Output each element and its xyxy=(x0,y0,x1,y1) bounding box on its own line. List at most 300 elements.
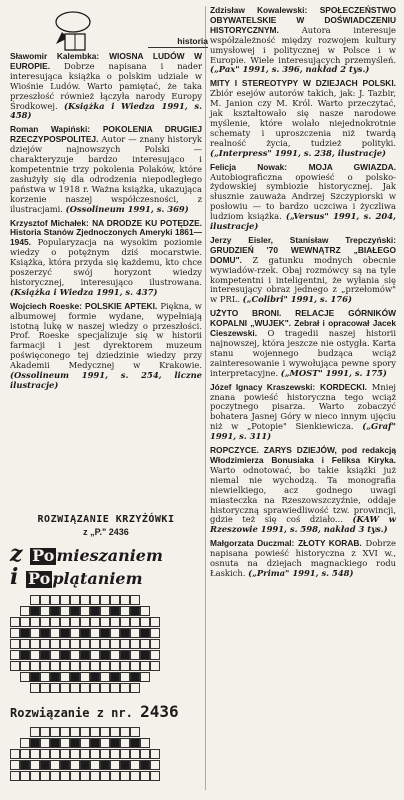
grid-cell xyxy=(100,727,110,737)
entry-source: („Pax" 1991, s. 396, nakład 2 tys.) xyxy=(210,64,370,75)
grid-cell xyxy=(50,628,60,638)
grid-cell xyxy=(140,650,150,660)
grid-cell xyxy=(40,595,50,605)
grid-cell xyxy=(10,639,20,649)
entry-source: („MOST" 1991, s. 175) xyxy=(280,367,387,378)
book-entry-kowalewski xyxy=(210,6,396,75)
grid-cell xyxy=(40,606,50,616)
grid-cell xyxy=(120,628,130,638)
grid-cell xyxy=(150,771,160,781)
entry-body: Popularyzacja na wysokim poziomie wiedzy o potężnym dziś mocarstwie. Książka, która przyda się każdemu, kto chce poszerzyć swój horyzont wiedzy historycznej, interesująco ilustrowana. xyxy=(10,237,202,287)
entry-title: ZŁOTY KORAB. xyxy=(298,538,362,549)
grid-cell xyxy=(20,738,30,748)
grid-cell xyxy=(70,672,80,682)
grid-cell xyxy=(10,760,20,770)
grid-cell xyxy=(30,650,40,660)
grid-cell xyxy=(150,727,160,737)
entry-body: Piękna, w albumowej formie wydane, wypełniają istotną lukę w naszej wiedzy o przeszłości. Prof. Roeske specjalizuje się w historii farmacji i jest dyrektorem muzeum poświęconego tej dziedzinie wiedzy przy Akademii Medycznej w Krakowie. xyxy=(10,300,202,371)
grid-cell xyxy=(70,738,80,748)
grid-cell xyxy=(60,628,70,638)
entry-body: Autor — znany historyk dziejów najnowszych Polski — charakteryzuje bardzo interesująco i kompetentnie trzy pokolenia Polaków, które zasłużyły się dla odrodzenia niepodległego państwa w 1918 r. Ważna książka, ukazująca korzenie naszej współczesności, z ilustracjami. xyxy=(10,134,202,214)
grid-cell xyxy=(50,683,60,693)
grid-row xyxy=(10,595,202,606)
grid-cell xyxy=(150,738,160,748)
grid-cell xyxy=(150,672,160,682)
entry-title: KORDECKI. xyxy=(320,381,368,392)
grid-cell xyxy=(10,727,20,737)
grid-cell xyxy=(40,661,50,671)
entry-body: Zbiór esejów autorów takich, jak: J. Tazbir, M. Janion czy M. Król. Warto przeczytać, jak kształtowało się nasze narodowe myślenie, które wolało niejednokrotnie schematy i uproszczenia niż twardą realność życia, tudzież polityki. xyxy=(210,88,396,148)
grid-row xyxy=(10,650,202,661)
grid-cell xyxy=(60,617,70,627)
grid-cell xyxy=(120,738,130,748)
grid-cell xyxy=(30,606,40,616)
grid-cell xyxy=(130,738,140,748)
crossword-title-line2 xyxy=(10,566,202,589)
grid-cell xyxy=(140,738,150,748)
grid-cell xyxy=(60,683,70,693)
entry-body: Autobiograficzna opowieść o polsko-żydowskiej symbiozie historycznej. Jak słusznie zauważa Andrzej Szczypiorski w posłowiu — to bardzo uczciwa i życzliwa ludziom książka. xyxy=(210,171,396,222)
grid-cell xyxy=(20,639,30,649)
entry-source: (Książka i Wiedza 1991, s. 458) xyxy=(10,100,202,121)
grid-cell xyxy=(70,760,80,770)
grid-cell xyxy=(30,771,40,781)
grid-cell xyxy=(50,639,60,649)
grid-cell xyxy=(100,683,110,693)
grid-cell xyxy=(110,749,120,759)
grid-cell xyxy=(140,628,150,638)
book-entry-kraszewski xyxy=(210,383,396,442)
grid-cell xyxy=(110,683,120,693)
grid-cell xyxy=(100,738,110,748)
grid-cell xyxy=(120,683,130,693)
grid-cell xyxy=(70,749,80,759)
entry-source: („Graf" 1991, s. 311) xyxy=(210,421,397,442)
grid-cell xyxy=(30,595,40,605)
grid-cell xyxy=(10,617,20,627)
grid-cell xyxy=(60,749,70,759)
grid-cell xyxy=(50,595,60,605)
entry-body: Z gatunku modnych obecnie wywiadów-rzek. Obaj rozmówcy są na tyle kompetentni i inteligentni, że wyłania się interesujący obraz jednego z „przełomów" w PRL. xyxy=(210,254,396,305)
grid-cell xyxy=(10,771,20,781)
crossword-grid xyxy=(10,595,202,694)
grid-cell xyxy=(150,650,160,660)
grid-cell xyxy=(90,595,100,605)
grid-cell xyxy=(60,650,70,660)
grid-cell xyxy=(150,683,160,693)
grid-cell xyxy=(50,749,60,759)
grid-cell xyxy=(80,650,90,660)
grid-cell xyxy=(30,661,40,671)
grid-cell xyxy=(100,749,110,759)
grid-cell xyxy=(130,661,140,671)
entry-source: (Książka i Wiedza 1991, s. 437) xyxy=(10,286,158,297)
grid-cell xyxy=(40,738,50,748)
grid-row xyxy=(10,749,202,760)
grid-cell xyxy=(40,727,50,737)
grid-cell xyxy=(90,683,100,693)
grid-cell xyxy=(50,661,60,671)
grid-cell xyxy=(80,606,90,616)
grid-cell xyxy=(130,727,140,737)
grid-cell xyxy=(60,771,70,781)
book-entry-ropczyce xyxy=(210,446,396,535)
entry-title: ROPCZYCE. ZARYS DZIEJÓW, pod redakcją Włodzimierza Bonusiaka i Feliksa Kiryka. xyxy=(210,445,396,465)
grid-cell xyxy=(80,760,90,770)
grid-cell xyxy=(130,628,140,638)
grid-cell xyxy=(120,661,130,671)
grid-cell xyxy=(20,628,30,638)
grid-cell xyxy=(100,661,110,671)
entry-body: Dobrze napisana powieść historyczna z XVI w., osnuta na dziejach magnackiego rodu Łaskich. xyxy=(210,538,396,578)
answer-number: 2436 xyxy=(140,702,179,722)
grid-cell xyxy=(70,628,80,638)
entry-title: POKOLENIA DRUGIEJ RZECZYPOSPOLITEJ. xyxy=(10,124,202,145)
crossword-heading: ROZWIĄZANIE KRZYŻÓWKI xyxy=(37,514,175,525)
grid-cell xyxy=(140,639,150,649)
grid-cell xyxy=(40,672,50,682)
grid-cell xyxy=(20,683,30,693)
grid-cell xyxy=(60,727,70,737)
grid-cell xyxy=(60,760,70,770)
grid-cell xyxy=(80,617,90,627)
entry-title: UŻYTO BRONI. RELACJE GÓRNIKÓW KOPALNI „WUJEK". Zebrał i opracował Jacek Cieszewski. xyxy=(210,308,396,339)
grid-cell xyxy=(20,760,30,770)
grid-row xyxy=(10,738,202,749)
entry-title: SPOŁECZEŃSTWO OBYWATELSKIE W DOŚWIADCZENIU HISTORYCZNYM. xyxy=(210,5,396,35)
entry-source: („Prima" 1991, s. 548) xyxy=(248,567,354,578)
grid-cell xyxy=(80,749,90,759)
grid-cell xyxy=(80,639,90,649)
grid-cell xyxy=(110,661,120,671)
grid-cell xyxy=(140,760,150,770)
crossword-subheading: z „P." 2436 xyxy=(83,527,129,537)
grid-row xyxy=(10,760,202,771)
grid-cell xyxy=(10,661,20,671)
grid-cell xyxy=(50,617,60,627)
grid-cell xyxy=(100,672,110,682)
grid-cell xyxy=(70,683,80,693)
grid-cell xyxy=(10,650,20,660)
grid-cell xyxy=(30,628,40,638)
grid-row xyxy=(10,771,202,782)
entry-body: O tragedii naszej historii najnowszej, która jeszcze nie ostygła. Karta stanu wojennego budząca wciąż zainteresowanie i wywołująca pewne spory interpretacyjne. xyxy=(210,328,396,378)
entry-author: Józef Ignacy Kraszewski: xyxy=(210,381,316,392)
grid-row xyxy=(10,672,202,683)
grid-cell xyxy=(150,639,160,649)
grid-cell xyxy=(130,771,140,781)
grid-cell xyxy=(20,727,30,737)
book-entry-uzyto-broni xyxy=(210,309,396,378)
grid-cell xyxy=(110,595,120,605)
answer-label: Rozwiązanie z nr. xyxy=(10,706,133,721)
right-entries xyxy=(210,6,396,583)
grid-cell xyxy=(10,628,20,638)
grid-cell xyxy=(140,683,150,693)
grid-cell xyxy=(60,738,70,748)
entry-author: Sławomir Kalembka: xyxy=(10,51,100,61)
entry-source: (Ossolineum 1991, s. 369) xyxy=(65,203,189,214)
grid-cell xyxy=(80,727,90,737)
grid-cell xyxy=(40,771,50,781)
grid-cell xyxy=(150,760,160,770)
grid-cell xyxy=(70,727,80,737)
title-prefix: z xyxy=(10,541,31,567)
grid-cell xyxy=(90,617,100,627)
grid-cell xyxy=(100,639,110,649)
grid-cell xyxy=(100,628,110,638)
grid-cell xyxy=(130,617,140,627)
grid-row xyxy=(10,639,202,650)
grid-cell xyxy=(30,738,40,748)
section-logo-icon xyxy=(46,10,100,54)
entry-author: Małgorzata Duczmal: xyxy=(210,538,295,549)
grid-cell xyxy=(110,738,120,748)
crossword-title-line1 xyxy=(10,543,202,566)
entry-title: POLSKIE APTEKI. xyxy=(85,300,158,311)
grid-cell xyxy=(140,595,150,605)
grid-cell xyxy=(70,661,80,671)
grid-row xyxy=(10,683,202,694)
grid-cell xyxy=(10,749,20,759)
entry-author: Krzysztof Michałek: xyxy=(10,217,89,228)
grid-cell xyxy=(150,661,160,671)
grid-cell xyxy=(80,771,90,781)
grid-cell xyxy=(40,650,50,660)
grid-cell xyxy=(70,650,80,660)
grid-cell xyxy=(130,650,140,660)
grid-cell xyxy=(40,639,50,649)
grid-cell xyxy=(110,727,120,737)
grid-cell xyxy=(130,683,140,693)
entry-body: Dobrze napisana i nader interesująca książka o polskim udziale w Wiośnie Ludów. Warto pamiętać, że taka przeszłość również łączyła narody Europy Środkowej. xyxy=(10,60,202,111)
grid-cell xyxy=(140,749,150,759)
grid-cell xyxy=(30,672,40,682)
grid-cell xyxy=(20,661,30,671)
entry-source: („Colibri" 1991, s. 176) xyxy=(242,294,352,305)
grid-cell xyxy=(10,606,20,616)
grid-cell xyxy=(130,760,140,770)
grid-cell xyxy=(20,606,30,616)
grid-cell xyxy=(40,617,50,627)
grid-cell xyxy=(140,661,150,671)
book-entry-nowak xyxy=(210,163,396,232)
grid-cell xyxy=(90,771,100,781)
grid-cell xyxy=(110,771,120,781)
grid-cell xyxy=(150,595,160,605)
crossword-answer-grid xyxy=(10,727,202,782)
grid-cell xyxy=(100,595,110,605)
grid-cell xyxy=(90,661,100,671)
entry-author: Felicja Nowak: xyxy=(210,161,288,172)
grid-row xyxy=(10,661,202,672)
entry-body: Warto odnotować, bo takie książki już niemal nie wychodzą. Ta monografia niewielkiego, acz godnego uwagi miasteczka na Rzeszowszczyźnie, oddaje historyczną sprawiedliwość tzw. prowincji, gdzie też się coś działo... xyxy=(210,464,396,525)
grid-cell xyxy=(150,749,160,759)
grid-cell xyxy=(50,606,60,616)
grid-cell xyxy=(120,650,130,660)
entry-source: (KAW w Rzeszowie 1991, s. 598, nakład 3 tys.) xyxy=(210,514,396,535)
grid-cell xyxy=(30,639,40,649)
grid-cell xyxy=(50,771,60,781)
title-rest: mieszaniem xyxy=(56,546,163,565)
grid-cell xyxy=(120,617,130,627)
grid-cell xyxy=(120,771,130,781)
grid-cell xyxy=(20,672,30,682)
grid-cell xyxy=(130,749,140,759)
grid-cell xyxy=(80,672,90,682)
title-highlight: Po xyxy=(32,546,55,565)
grid-cell xyxy=(100,606,110,616)
book-entry-kalembka xyxy=(10,52,202,121)
grid-cell xyxy=(80,738,90,748)
book-entry-michalek xyxy=(10,219,202,298)
grid-row xyxy=(10,617,202,628)
grid-cell xyxy=(90,749,100,759)
grid-cell xyxy=(110,672,120,682)
grid-cell xyxy=(130,606,140,616)
grid-cell xyxy=(10,738,20,748)
grid-cell xyxy=(120,727,130,737)
entry-title: MITY I STEREOTYPY W DZIEJACH POLSKI. xyxy=(210,78,396,89)
grid-cell xyxy=(80,661,90,671)
grid-cell xyxy=(20,595,30,605)
entry-title: NA DRODZE KU POTĘDZE. Historia Stanów Zjednoczonych Ameryki 1861—1945. xyxy=(10,217,202,248)
section-label: historia xyxy=(148,36,208,48)
grid-cell xyxy=(150,628,160,638)
grid-cell xyxy=(140,727,150,737)
book-entry-duczmal xyxy=(210,539,396,579)
entry-source: („Versus" 1991, s. 204, ilustracje) xyxy=(210,211,396,232)
book-entry-eisler xyxy=(210,236,396,305)
grid-cell xyxy=(90,672,100,682)
grid-cell xyxy=(150,617,160,627)
grid-cell xyxy=(140,617,150,627)
entry-body: Mniej znana powieść historyczna tego wciąż poczytnego pisarza. Warto zobaczyć bohatera Jasnej Góry w nieco innym ujęciu niż w „Potopie" Sienkiewicza. xyxy=(210,381,396,432)
grid-cell xyxy=(20,771,30,781)
entry-author: Roman Wapiński: xyxy=(10,124,91,135)
grid-cell xyxy=(40,760,50,770)
grid-cell xyxy=(20,650,30,660)
grid-row xyxy=(10,606,202,617)
entry-author: Wojciech Roeske: xyxy=(10,300,82,311)
grid-row xyxy=(10,628,202,639)
grid-cell xyxy=(50,738,60,748)
grid-cell xyxy=(120,749,130,759)
grid-cell xyxy=(100,760,110,770)
grid-cell xyxy=(140,672,150,682)
entry-source: (Ossolineum 1991, s. 254, liczne ilustracje) xyxy=(10,370,202,390)
grid-cell xyxy=(60,661,70,671)
entry-title: MOJA GWIAZDA. xyxy=(308,161,396,172)
grid-cell xyxy=(110,606,120,616)
grid-cell xyxy=(100,617,110,627)
entry-title: GRUDZIEŃ '70 WEWNĄTRZ „BIAŁEGO DOMU". xyxy=(210,244,396,265)
book-entry-wapinski xyxy=(10,125,202,214)
grid-cell xyxy=(40,749,50,759)
grid-cell xyxy=(60,595,70,605)
grid-cell xyxy=(70,595,80,605)
book-entry-mity xyxy=(210,79,396,158)
grid-cell xyxy=(10,595,20,605)
grid-cell xyxy=(80,595,90,605)
crossword-solution-block xyxy=(10,514,202,782)
grid-cell xyxy=(130,595,140,605)
grid-cell xyxy=(10,683,20,693)
grid-cell xyxy=(60,672,70,682)
grid-cell xyxy=(130,672,140,682)
grid-cell xyxy=(110,639,120,649)
grid-cell xyxy=(140,771,150,781)
title-rest: plątaniem xyxy=(52,569,143,589)
grid-cell xyxy=(90,628,100,638)
grid-cell xyxy=(30,760,40,770)
grid-cell xyxy=(120,760,130,770)
grid-cell xyxy=(120,639,130,649)
grid-cell xyxy=(60,639,70,649)
grid-cell xyxy=(20,749,30,759)
grid-cell xyxy=(90,760,100,770)
grid-cell xyxy=(30,727,40,737)
crossword-answer-line xyxy=(10,702,202,721)
grid-cell xyxy=(50,672,60,682)
entry-title: WIOSNA LUDÓW W EUROPIE. xyxy=(10,51,202,71)
entry-author: Jerzy Eisler, Stanisław Trepczyński: xyxy=(210,234,396,245)
grid-cell xyxy=(70,617,80,627)
grid-cell xyxy=(120,606,130,616)
grid-row xyxy=(10,727,202,738)
grid-cell xyxy=(120,672,130,682)
grid-cell xyxy=(90,639,100,649)
grid-cell xyxy=(30,683,40,693)
grid-cell xyxy=(90,650,100,660)
grid-cell xyxy=(140,606,150,616)
crossword-title xyxy=(10,543,202,589)
grid-cell xyxy=(90,606,100,616)
grid-cell xyxy=(70,639,80,649)
title-prefix: i xyxy=(10,564,27,591)
grid-cell xyxy=(50,650,60,660)
grid-cell xyxy=(110,617,120,627)
grid-cell xyxy=(30,617,40,627)
title-highlight: Po xyxy=(28,569,51,589)
grid-cell xyxy=(110,628,120,638)
grid-cell xyxy=(30,749,40,759)
entry-body: Autora interesuje współzależność między rozwojem kultury umysłowej i politycznej w Polsce i w Europie. Wiele interesujących przemyśleń. xyxy=(210,24,396,65)
grid-cell xyxy=(90,738,100,748)
grid-cell xyxy=(130,639,140,649)
entry-source: („Interpress" 1991, s. 238, ilustracje) xyxy=(210,147,386,158)
grid-cell xyxy=(70,606,80,616)
left-entries xyxy=(10,52,202,395)
grid-cell xyxy=(50,760,60,770)
grid-cell xyxy=(10,672,20,682)
grid-cell xyxy=(100,771,110,781)
grid-cell xyxy=(40,683,50,693)
grid-cell xyxy=(60,606,70,616)
grid-cell xyxy=(110,650,120,660)
grid-cell xyxy=(70,771,80,781)
grid-cell xyxy=(80,683,90,693)
column-separator xyxy=(205,6,206,790)
grid-cell xyxy=(80,628,90,638)
book-entry-roeske xyxy=(10,302,202,391)
grid-cell xyxy=(150,606,160,616)
grid-cell xyxy=(50,727,60,737)
grid-cell xyxy=(20,617,30,627)
grid-cell xyxy=(100,650,110,660)
entry-author: Zdzisław Kowalewski: xyxy=(210,5,308,15)
grid-cell xyxy=(120,595,130,605)
